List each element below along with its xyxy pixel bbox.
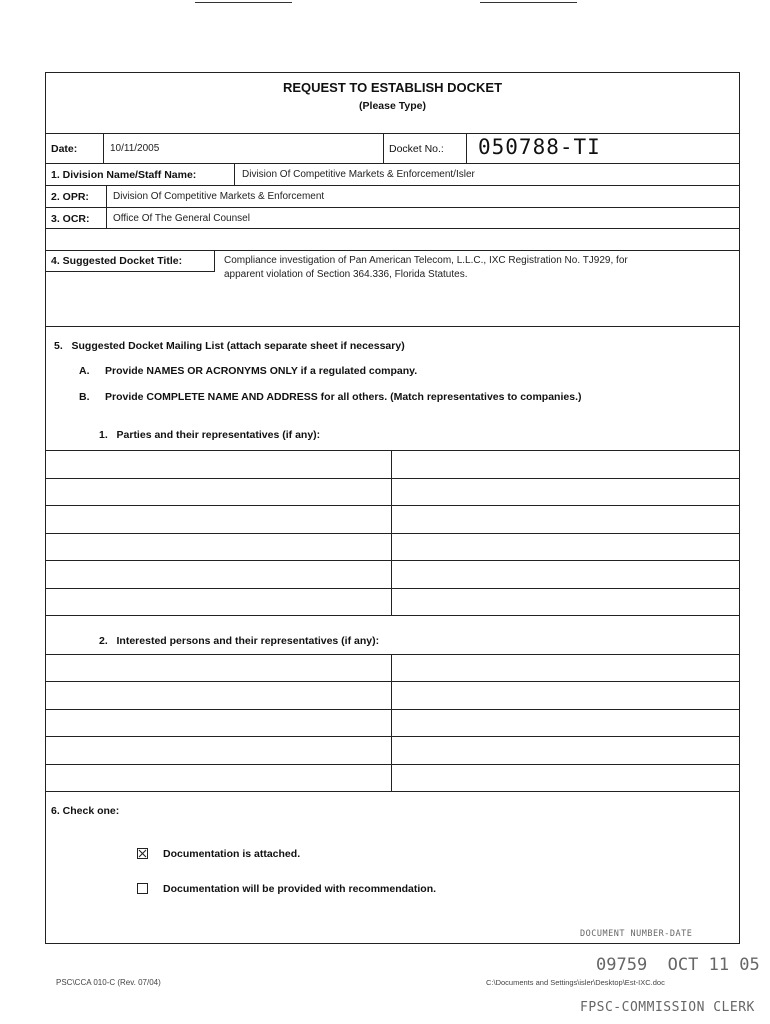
interested-row-line bbox=[46, 709, 739, 710]
rule-5 bbox=[46, 228, 739, 229]
top-rule-left bbox=[195, 2, 292, 3]
parties-column-divider bbox=[391, 450, 392, 615]
vdiv-opr bbox=[106, 185, 107, 229]
division-label: 1. Division Name/Staff Name: bbox=[51, 169, 197, 181]
commission-clerk-stamp: FPSC-COMMISSION CLERK bbox=[580, 1000, 755, 1015]
interested-row-line bbox=[46, 736, 739, 737]
interested-row-line bbox=[46, 654, 739, 655]
division-value: Division Of Competitive Markets & Enforcement/Isler bbox=[242, 169, 475, 180]
rule-3 bbox=[46, 185, 739, 186]
rule-1 bbox=[46, 133, 739, 134]
vdiv-docket-value bbox=[466, 133, 467, 163]
rule-2 bbox=[46, 163, 739, 164]
docket-title-line1: Compliance investigation of Pan American Telecom, L.L.C., IXC Registration No. TJ929, for bbox=[224, 255, 628, 266]
opr-value: Division Of Competitive Markets & Enforcement bbox=[113, 191, 325, 202]
docket-number: 050788-TI bbox=[478, 135, 601, 159]
vdiv-division bbox=[234, 163, 235, 185]
top-rule-right bbox=[480, 2, 577, 3]
mailing-item-a: Provide NAMES OR ACRONYMS ONLY if a regulated company. bbox=[105, 365, 418, 377]
interested-heading: 2. Interested persons and their representatives (if any): bbox=[99, 635, 380, 647]
interested-row-line bbox=[46, 791, 739, 792]
mailing-item-b: Provide COMPLETE NAME AND ADDRESS for all others. (Match representatives to companies.) bbox=[105, 391, 582, 403]
recommendation-checkbox[interactable] bbox=[137, 883, 148, 894]
docket-title-label: 4. Suggested Docket Title: bbox=[51, 255, 183, 267]
form-title: REQUEST TO ESTABLISH DOCKET bbox=[282, 80, 503, 95]
vdiv-docket-label bbox=[383, 133, 384, 163]
rule-7 bbox=[46, 326, 739, 327]
docket-title-line2: apparent violation of Section 364.336, Florida Statutes. bbox=[224, 269, 468, 280]
parties-row-line bbox=[46, 478, 739, 479]
form-subtitle: (Please Type) bbox=[359, 100, 426, 112]
docket-request-form bbox=[45, 72, 740, 944]
vdiv-date bbox=[103, 133, 104, 163]
form-id: PSC\CCA 010-C (Rev. 07/04) bbox=[56, 978, 161, 987]
parties-row-line bbox=[46, 588, 739, 589]
mailing-heading: 5. Suggested Docket Mailing List (attach separate sheet if necessary) bbox=[54, 340, 405, 352]
document-number-stamp: 09759 OCT 11 05 bbox=[596, 955, 760, 975]
parties-row-line bbox=[46, 560, 739, 561]
parties-row-line bbox=[46, 615, 739, 616]
recommendation-option-label: Documentation will be provided with recommendation. bbox=[163, 883, 437, 895]
docket-label: Docket No.: bbox=[389, 143, 444, 155]
attached-option-label: Documentation is attached. bbox=[163, 848, 301, 860]
parties-row-line bbox=[46, 450, 739, 451]
interested-row-line bbox=[46, 681, 739, 682]
parties-row-line bbox=[46, 505, 739, 506]
attached-checkbox[interactable] bbox=[137, 848, 148, 859]
interested-column-divider bbox=[391, 654, 392, 791]
date-value: 10/11/2005 bbox=[110, 143, 160, 154]
checkmark-x-icon bbox=[138, 849, 147, 858]
ocr-label: 3. OCR: bbox=[51, 213, 90, 225]
ocr-value: Office Of The General Counsel bbox=[113, 213, 250, 224]
parties-row-line bbox=[46, 533, 739, 534]
rule-4 bbox=[46, 207, 739, 208]
check-heading: 6. Check one: bbox=[51, 805, 120, 817]
parties-heading: 1. Parties and their representatives (if any): bbox=[99, 429, 321, 441]
file-path: C:\Documents and Settings\isler\Desktop\Est-IXC.doc bbox=[486, 978, 665, 987]
document-number-stamp-header: DOCUMENT NUMBER-DATE bbox=[580, 929, 693, 939]
opr-label: 2. OPR: bbox=[51, 191, 89, 203]
mailing-item-b-marker: B. bbox=[79, 391, 90, 403]
interested-row-line bbox=[46, 764, 739, 765]
date-label: Date: bbox=[51, 143, 78, 155]
mailing-item-a-marker: A. bbox=[79, 365, 90, 377]
